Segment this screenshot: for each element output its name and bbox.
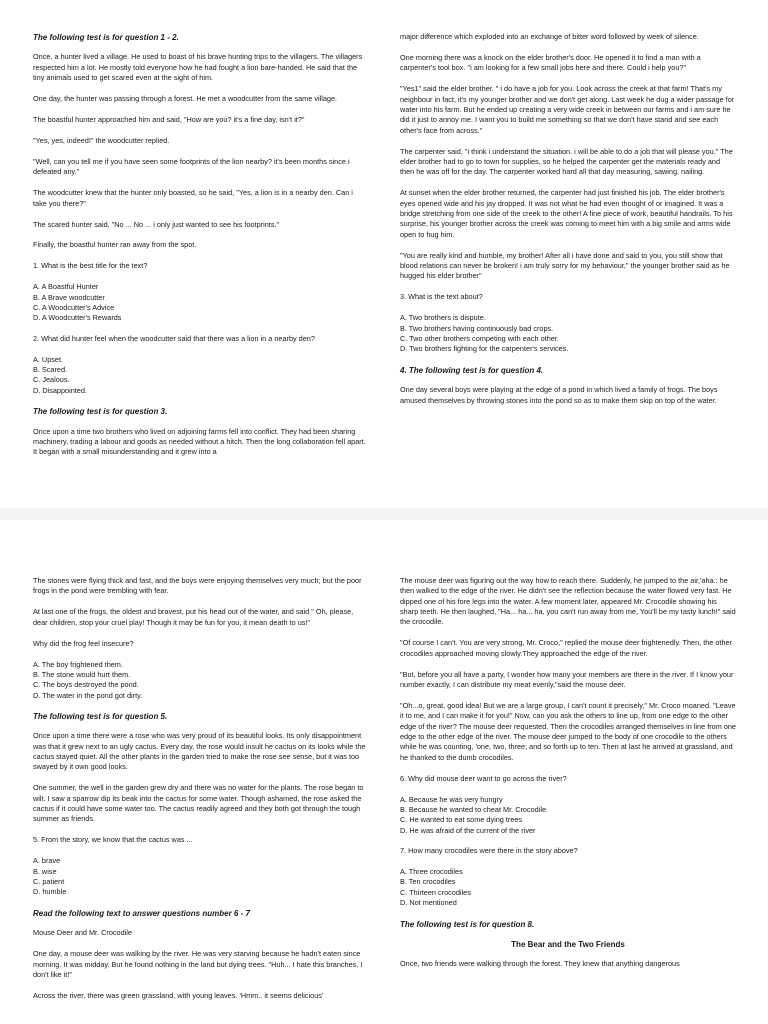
paragraph: The carpenter said, "i think i understand the situation. i will be able to do a job that will please you." The elder brother had to go to town for supplies, so he helped the carpenter get the materials ready and then he was off for the day. The carpenter worked hard all that day measuring, sawing, nailing.: [400, 146, 733, 177]
paragraph: At sunset when the elder brother returned, the carpenter had just finished his job. The elder brother's eyes opened wide and his jay dropped. It was not what he had even thought of or imagined. It was a bridge stretching from one side of the creek to the other! A fine piece of work, beautiful handrails. To his surprise, his younger brother across the creek was coming to meet him with a big smile and arms wide open to hug him.: [400, 188, 733, 239]
answer-option: C. A Woodcutter's Advice: [33, 303, 115, 313]
answer-option: B. Two brothers having continuously bad crops.: [400, 323, 554, 333]
answer-option: C. Two other brothers competing with each other.: [400, 334, 559, 344]
answer-option: D. Not mentioned: [400, 898, 457, 908]
paragraph: major difference which exploded into an exchange of bitter word followed by week of silence.: [400, 32, 699, 41]
paragraph: 2. What did hunter feel when the woodcutter said that there was a lion in a nearby den?: [33, 333, 315, 343]
section-heading: Read the following text to answer questions number 6 - 7: [33, 908, 250, 918]
answer-option: D. A Woodcutter's Rewards: [33, 313, 122, 323]
paragraph: One day, the hunter was passing through a forest. He met a woodcutter from the same village.: [33, 94, 338, 104]
paragraph: At last one of the frogs, the oldest and bravest, put his head out of the water, and said " Oh, please, dear children, stop your cruel play! Though it may be fun for you, it mean death to us!": [33, 607, 354, 627]
answer-option: C. Jealous.: [33, 375, 70, 385]
paragraph: Across the river, there was green grassland, with young leaves. 'Hmm.. it seems delicious': [33, 990, 324, 1000]
paragraph: The woodcutter knew that the hunter only boasted, so he said, "Yes, a lion is in a nearby den. Can i take you there?": [33, 188, 353, 208]
paragraph: Finally, the boastful hunter ran away from the spot.: [33, 240, 197, 250]
answer-options: [33, 282, 367, 323]
answer-option: D. The water in the pond got dirty.: [33, 690, 143, 700]
document-page-bottom: [0, 518, 768, 1024]
section-heading: The following test is for question 5.: [33, 712, 168, 722]
paragraph: One morning there was a knock on the elder brother's door. He opened it to find a man with a carpenter's tool box. "i am looking for a few small jobs here and there. Could i help you?": [400, 52, 701, 73]
page-bottom-right-column: [400, 576, 736, 980]
answer-option: A. brave: [33, 856, 61, 866]
answer-option: B. Ten crocodiles: [400, 877, 456, 887]
answer-options: [400, 795, 736, 836]
answer-option: A. The boy frightened them.: [33, 659, 123, 669]
answer-option: B. The stone would hurt them.: [33, 669, 131, 679]
paragraph: Mouse Deer and Mr. Crocodile: [33, 928, 132, 938]
story-title: The Bear and the Two Friends: [511, 939, 625, 949]
answer-option: C. The boys destroyed the pond.: [33, 680, 139, 690]
paragraph: Once, two friends were walking through the forest. They knew that anything dangerous: [400, 959, 680, 969]
answer-option: B. Scared.: [33, 365, 68, 375]
paragraph: 7. How many crocodiles were there in the story above?: [400, 846, 578, 856]
answer-option: D. Disappointed.: [33, 385, 87, 395]
answer-option: A. Upset.: [33, 354, 64, 364]
paragraph: 3. What is the text about?: [400, 292, 483, 302]
answer-option: B. A Brave woodcutter: [33, 292, 105, 302]
answer-option: C. patient: [33, 877, 65, 887]
answer-option: D. humble: [33, 887, 67, 897]
section-heading: The following test is for question 3.: [33, 407, 168, 417]
answer-options: [33, 355, 367, 396]
paragraph: One day, a mouse deer was walking by the river. He was very starving because he hadn't eaten since morning. It was midday. But he found nothing in the land but dying trees. "Huh... I hate this branches, I don't like it!": [33, 949, 363, 979]
page-top-left-column: [33, 32, 367, 468]
section-heading: The following test is for question 8.: [400, 919, 535, 929]
answer-option: C. He wanted to eat some dying trees: [400, 815, 523, 825]
answer-option: A. Because he was very hungry: [400, 794, 503, 804]
answer-options: [33, 856, 367, 897]
answer-option: A. Three crocodiles: [400, 867, 463, 877]
answer-option: C. Thirteen crocodiles: [400, 887, 471, 897]
answer-options: [400, 313, 736, 354]
paragraph: The stones were flying thick and fast, and the boys were enjoying themselves very much; but the poor frogs in the pond were trembling with fear.: [33, 576, 362, 596]
answer-option: D. Two brothers fighting for the carpenter's services.: [400, 344, 569, 354]
paragraph: Once upon a time two brothers who lived on adjoining farms fell into conflict. They had been sharing machinery, trading a labour and goods as needed without a hitch. Then the long collaboration fell apart. It began with a small misunderstanding and it grew into a: [33, 426, 366, 457]
paragraph: The scared hunter said, "No ... No ... i only just wanted to see his footprints.": [33, 219, 280, 229]
paragraph: The boastful hunter approached him and said, "How are you? it's a fine day, isn't it?": [33, 114, 305, 124]
paragraph: "Oh...o, great, good idea! But we are a large group, I can't count it precisely," Mr. Croco moaned. "Leave it to me, and I can make it for you!" Now, can you ask the others to line up, from one edge to the other edge of the river? The mouse deer requested. Then the crocodiles arranged themselves in line from one edge to the other edge of the river. The mouse deer jumped to the body of one crocodile to the others while he was counting, 'one, two, three; and so forth up to ten. Then at last he arrived at grassland, and he thanked to the dumb crocodiles.: [400, 701, 736, 762]
paragraph: 1. What is the best title for the text?: [33, 261, 148, 271]
paragraph: "You are really kind and humble, my brother! After all i have done and said to you, you still show that blood relations can never be broken! i am truly sorry for my behaviour," the younger brother said as he hugged his elder brother": [400, 250, 730, 281]
paragraph: "But, before you all have a party, I wonder how many your members are there in the river. If I know your number exactly, I can distribute my meat evenly,"said the mouse deer.: [400, 669, 734, 690]
section-heading: 4. The following test is for question 4.: [400, 365, 544, 375]
paragraph: One day several boys were playing at the edge of a pond in which lived a family of frogs. The boys amused themselves by throwing stones into the pond so as to make them skip on top of the water.: [400, 385, 718, 405]
paragraph: "Yes, yes, indeed!" the woodcutter replied.: [33, 135, 170, 145]
answer-option: A. A Boastful Hunter: [33, 282, 99, 292]
paragraph: One summer, the well in the garden grew dry and there was no water for the plants. The rose began to wilt. I saw a sparrow dip its beak into the cactus for some water. Though ashamed, the rose asked the cactus if it could have some water too. The cactus readily agreed and they both got through the tough summer as friends.: [33, 783, 364, 824]
paragraph: 5. From the story, we know that the cactus was ...: [33, 835, 193, 845]
answer-option: B. wise: [33, 866, 57, 876]
answer-options: [400, 867, 736, 908]
answer-option: A. Two brothers is dispute.: [400, 313, 486, 323]
section-heading: The following test is for question 1 - 2.: [33, 33, 179, 42]
paragraph: The mouse deer was figuring out the way how to reach there. Suddenly, he jumped to the air,'aha.: he then walked to the edge of the river. He didn't see the reflection because the water flowed very fast. He dipped one of his fore legs into the water. A few moment later, appeared Mr. Crocodile showing his sharp teeth. He then laughed, "Ha... ha... ha, you can't run away from me, You'll be my tasty lunch!" said the crocodile.: [400, 576, 736, 627]
answer-options: [33, 660, 367, 701]
paragraph: Once, a hunter lived a village. He used to boast of his brave hunting trips to the villagers. The villagers respected him a lot. He mostly told everyone how he had fought a lion bare-handed. He said that the tiny animals used to get scared even at the sight of him.: [33, 52, 363, 83]
paragraph: 6. Why did mouse deer want to go across the river?: [400, 773, 567, 783]
answer-option: B. Because he wanted to cheat Mr. Crocodile: [400, 805, 547, 815]
answer-option: D. He was afraid of the current of the river: [400, 825, 536, 835]
paragraph: Once upon a time there were a rose who was very proud of its beautiful looks. Its only disappointment was that it grew next to an ugly cactus. Every day, the rose would insult he cactus on its looks while the cactus stayed quiet. All the other plants in the garden tried to make the rose see sense, but it was too swayed by it own good looks.: [33, 731, 366, 772]
paragraph: "Yes1" said the elder brother. " i do have a job for you. Look across the creek at that farm! That's my neighbour in fact, it's my younger brother and we don't get along. Last week he dug a wider passage for water into his farm. But he ended up creating a very wide creek in between our farms and i am sure he did it just to annoy me. I want you to build me something so that we don't have stand and see each other's face from across.": [400, 84, 735, 135]
page-top-right-column: [400, 32, 736, 416]
paragraph: Why did the frog feel insecure?: [33, 638, 134, 648]
page-bottom-left-column: [33, 576, 367, 1012]
paragraph: "Of course I can't. You are very strong, Mr. Croco," replied the mouse deer frightenedly. Then, the other crocodiles approached moving slowly.They approached the edge of the river.: [400, 638, 733, 658]
paragraph: "Well, can you tell me if you have seen some footprints of the lion nearby? it's been months since i defeated any.": [33, 156, 350, 177]
